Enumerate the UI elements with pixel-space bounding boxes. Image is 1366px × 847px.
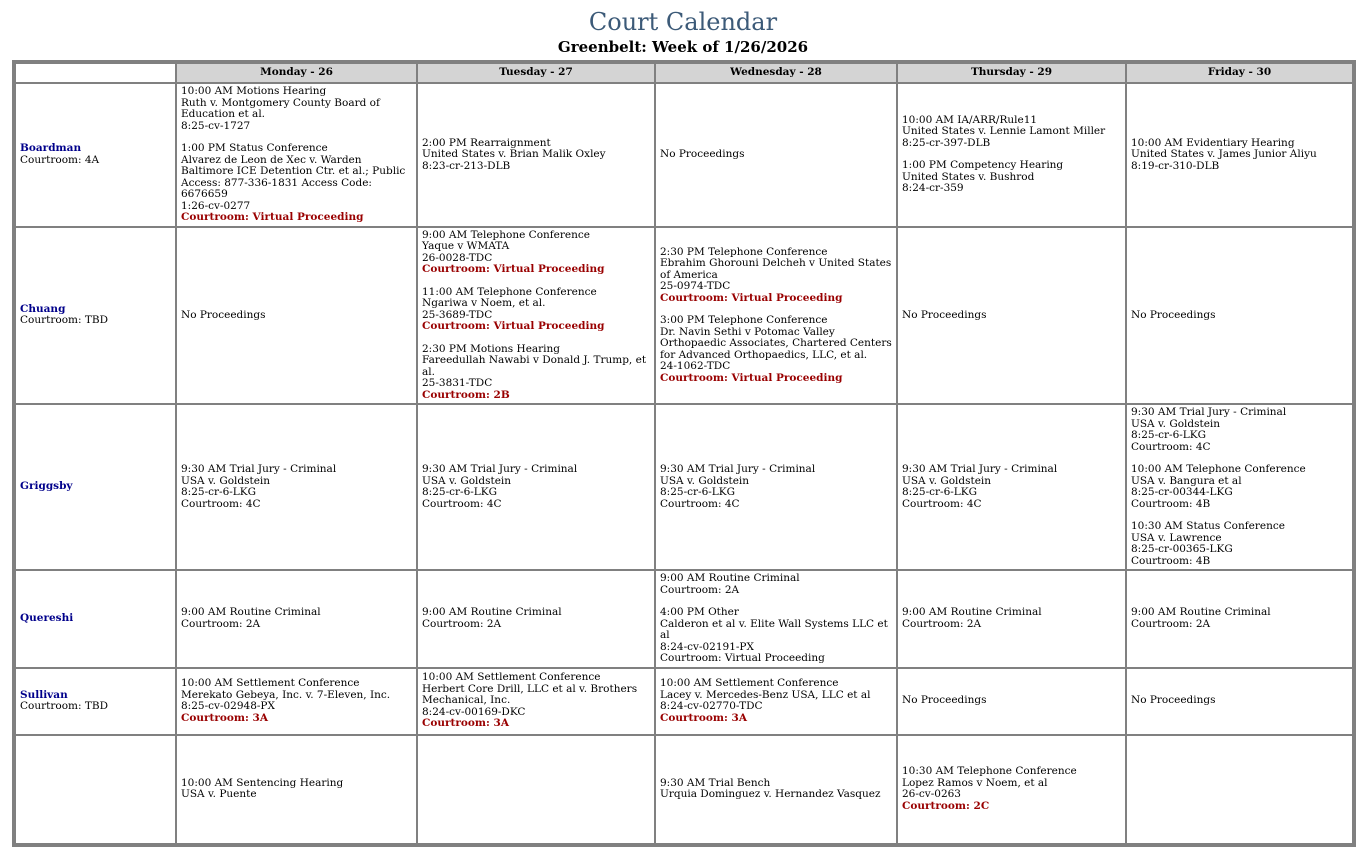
event-line: 9:00 AM Routine Criminal (902, 606, 1042, 619)
header-row (14, 62, 1354, 83)
event-line: United States v. James Junior Aliyu (1131, 148, 1317, 160)
calendar-cell (655, 735, 897, 845)
event-line: 10:00 AM Settlement Conference (181, 677, 360, 689)
calendar-cell (897, 735, 1126, 845)
judge-row (14, 227, 1354, 405)
event-line: Courtroom: 4C (181, 497, 261, 510)
event-line: Courtroom: 3A (422, 717, 510, 730)
event-line: 8:25-cr-6-LKG (181, 486, 257, 498)
calendar-cell (1126, 570, 1354, 668)
judge-row (14, 735, 1354, 845)
event (902, 607, 1121, 630)
judge-row (14, 404, 1354, 570)
event-line: 9:30 AM Trial Jury - Criminal (660, 463, 816, 475)
event-line: Merekato Gebeya, Inc. v. 7-Eleven, Inc. (181, 688, 391, 701)
event-line: 2:30 PM Telephone Conference (660, 245, 828, 258)
event-line: Courtroom: 2A (1131, 617, 1211, 630)
calendar-cell (655, 570, 897, 668)
calendar-cell (897, 227, 1126, 405)
event-line: Courtroom: Virtual Proceeding (422, 320, 605, 332)
event-line: United States v. Bushrod (902, 170, 1035, 183)
calendar-cell (417, 83, 655, 227)
judge-cell (14, 570, 176, 668)
event-line: 8:25-cr-6-LKG (422, 486, 498, 498)
event-line: 8:25-cr-6-LKG (660, 486, 736, 498)
event-line: 8:25-cr-00344-LKG (1131, 486, 1233, 498)
calendar-cell (655, 668, 897, 735)
event (181, 607, 412, 630)
event (902, 310, 1121, 322)
day-header: Friday - 30 (1126, 62, 1354, 83)
event-line: USA v. Goldstein (902, 474, 992, 487)
event-line: 10:00 AM Sentencing Hearing (181, 776, 344, 789)
day-header: Thursday - 29 (897, 62, 1126, 83)
calendar-cell (417, 570, 655, 668)
event-line: 10:00 AM Motions Hearing (181, 85, 327, 97)
event-line: 1:26-cv-0277 (181, 199, 251, 212)
event (422, 464, 650, 510)
calendar-cell (655, 404, 897, 570)
event-line: 10:30 AM Telephone Conference (902, 765, 1077, 777)
event-line: Courtroom: Virtual Proceeding (660, 652, 825, 664)
event-line: 8:25-cr-6-LKG (902, 486, 978, 498)
calendar-cell (1126, 83, 1354, 227)
event-line: Courtroom: 4B (1131, 497, 1211, 510)
calendar-cell (417, 404, 655, 570)
event-line: 8:25-cv-1727 (181, 119, 251, 132)
event-line: Courtroom: Virtual Proceeding (422, 263, 605, 275)
event-line: 8:25-cr-397-DLB (902, 136, 991, 149)
event-line: USA v. Lawrence (1131, 531, 1222, 544)
calendar-cell (417, 227, 655, 405)
event-line: 25-0974-TDC (660, 280, 731, 292)
event-line: Yaque v WMATA (422, 240, 510, 252)
calendar-cell (176, 227, 417, 405)
event-line: 24-1062-TDC (660, 360, 731, 372)
event (902, 695, 1121, 707)
event (1131, 138, 1348, 173)
event-line: Courtroom: 2B (422, 388, 510, 401)
event-line: 9:30 AM Trial Jury - Criminal (902, 463, 1058, 475)
event-line: Courtroom: 4B (1131, 554, 1211, 567)
event-line: 8:24-cv-00169-DKC (422, 705, 526, 718)
event-line: 9:00 AM Telephone Conference (422, 228, 590, 241)
event-line: Courtroom: 2C (902, 799, 990, 812)
calendar-cell (655, 83, 897, 227)
judge-name: Griggsby (20, 480, 73, 493)
event (181, 143, 412, 224)
event-line: No Proceedings (181, 308, 266, 321)
event-line: Herbert Core Drill, LLC et al v. Brothers Mechanical, Inc. (422, 682, 638, 707)
event-line: 2:00 PM Rearraignment (422, 136, 551, 149)
event-line: 4:00 PM Other (660, 606, 739, 618)
calendar-cell (176, 570, 417, 668)
event-line: 10:00 AM Evidentiary Hearing (1131, 136, 1295, 149)
calendar-cell (897, 668, 1126, 735)
event-line: Courtroom: Virtual Proceeding (181, 211, 364, 223)
event-line: 2:30 PM Motions Hearing (422, 342, 561, 355)
event-line: 10:00 AM Settlement Conference (422, 671, 601, 684)
event-line: USA v. Puente (181, 788, 257, 800)
event-line: Fareedullah Nawabi v Donald J. Trump, et al. (422, 354, 647, 378)
event (1131, 464, 1348, 510)
event-line: USA v. Goldstein (422, 474, 512, 487)
event (422, 344, 650, 402)
event-line: Ebrahim Ghorouni Delcheh v United States of America (660, 257, 892, 281)
calendar-cell (1126, 404, 1354, 570)
calendar-cell (655, 227, 897, 405)
event (902, 766, 1121, 812)
event (1131, 695, 1348, 707)
event-line: 26-cv-0263 (902, 788, 961, 800)
event-line: 1:00 PM Status Conference (181, 142, 328, 154)
calendar-cell (176, 83, 417, 227)
judge-name: Chuang (20, 302, 66, 315)
event-line: Lopez Ramos v Noem, et al (902, 776, 1048, 789)
calendar-cell (176, 668, 417, 735)
event-line: Courtroom: 2A (902, 617, 982, 630)
event (181, 678, 412, 724)
event-line: Courtroom: 4C (902, 497, 982, 510)
event-line: 9:30 AM Trial Jury - Criminal (422, 463, 578, 475)
judge-row (14, 668, 1354, 735)
event-line: 8:23-cr-213-DLB (422, 159, 511, 172)
event-line: 8:25-cr-6-LKG (1131, 429, 1207, 441)
judge-courtroom: Courtroom: TBD (20, 700, 108, 712)
event-line: 9:30 AM Trial Jury - Criminal (1131, 406, 1287, 418)
page-subtitle: Greenbelt: Week of 1/26/2026 (557, 38, 809, 56)
event (660, 607, 892, 665)
calendar-table (12, 60, 1356, 847)
event (422, 138, 650, 173)
event-line: 8:24-cr-359 (902, 182, 964, 195)
event (1131, 310, 1348, 322)
event-line: 10:00 AM IA/ARR/Rule11 (902, 113, 1038, 126)
event (660, 315, 892, 384)
event-line: 8:25-cv-02948-PX (181, 700, 275, 712)
event-line: United States v. Lennie Lamont Miller (902, 125, 1106, 138)
event (902, 115, 1121, 150)
event-line: 8:19-cr-310-DLB (1131, 159, 1220, 172)
judge-cell (14, 735, 176, 845)
judge-cell (14, 227, 176, 405)
event-line: No Proceedings (660, 148, 745, 160)
event (902, 464, 1121, 510)
judge-row (14, 570, 1354, 668)
event (660, 149, 892, 161)
event-line: Dr. Navin Sethi v Potomac Valley Orthopaedic Associates, Chartered Centers for Advanced Orthopaedics, LLC, et al. (660, 325, 892, 361)
calendar-cell (897, 570, 1126, 668)
court-calendar-page (0, 8, 1366, 812)
event-line: Courtroom: 2A (660, 583, 740, 596)
judge-cell (14, 404, 176, 570)
event-line: Alvarez de Leon de Xec v. Warden Baltimore ICE Detention Ctr. et al.; Public Access: 877-336-1831 Access Code: 6676659 (181, 153, 406, 200)
event-line: United States v. Brian Malik Oxley (422, 148, 606, 160)
calendar-cell (1126, 735, 1354, 845)
calendar-header (14, 62, 1354, 83)
event-line: No Proceedings (902, 308, 987, 321)
day-header: Wednesday - 28 (655, 62, 897, 83)
event (422, 607, 650, 630)
day-header: Tuesday - 27 (417, 62, 655, 83)
event-line: No Proceedings (902, 694, 987, 707)
event (181, 778, 412, 801)
event-line: 8:24-cv-02770-TDC (660, 700, 763, 712)
event (422, 287, 650, 333)
event-line: 25-3831-TDC (422, 377, 493, 389)
event (660, 573, 892, 596)
event-line: 10:30 AM Status Conference (1131, 520, 1285, 532)
event-line: Lacey v. Mercedes-Benz USA, LLC et al (660, 688, 871, 701)
event (660, 778, 892, 801)
calendar-cell (417, 735, 655, 845)
calendar-cell (417, 668, 655, 735)
event-line: Courtroom: Virtual Proceeding (660, 371, 843, 384)
calendar-cell (897, 404, 1126, 570)
calendar-cell (176, 404, 417, 570)
event-line: 9:00 AM Routine Criminal (660, 572, 800, 584)
event-line: 26-0028-TDC (422, 251, 493, 264)
event (1131, 607, 1348, 630)
event-line: 8:25-cr-00365-LKG (1131, 543, 1233, 555)
judge-cell (14, 668, 176, 735)
event-line: 9:00 AM Routine Criminal (181, 606, 321, 619)
judge-cell (14, 83, 176, 227)
event-line: 9:00 AM Routine Criminal (1131, 606, 1271, 619)
event-line: 9:00 AM Routine Criminal (422, 606, 562, 619)
event (660, 464, 892, 510)
event (181, 464, 412, 510)
event (422, 672, 650, 730)
event-line: Ngariwa v Noem, et al. (422, 297, 546, 309)
calendar-cell (897, 83, 1126, 227)
event-line: Courtroom: 4C (1131, 440, 1211, 453)
event (422, 230, 650, 276)
event (660, 678, 892, 724)
event (1131, 521, 1348, 567)
event-line: Calderon et al v. Elite Wall Systems LLC et al (660, 617, 888, 641)
event-line: Courtroom: 2A (181, 617, 261, 630)
calendar-body (14, 83, 1354, 845)
event-line: Courtroom: 3A (660, 711, 748, 724)
event-line: USA v. Goldstein (181, 474, 271, 487)
event-line: 25-3689-TDC (422, 308, 493, 321)
day-header: Monday - 26 (176, 62, 417, 83)
event-line: Courtroom: 3A (181, 711, 269, 724)
event (660, 247, 892, 305)
event-line: Courtroom: Virtual Proceeding (660, 291, 843, 304)
judge-courtroom: Courtroom: TBD (20, 314, 108, 327)
calendar-cell (1126, 668, 1354, 735)
judge-row (14, 83, 1354, 227)
event-line: Ruth v. Montgomery County Board of Education et al. (181, 96, 380, 120)
event-line: 3:00 PM Telephone Conference (660, 314, 828, 326)
event-line: USA v. Goldstein (1131, 417, 1221, 430)
judge-name: Quereshi (20, 612, 74, 624)
event-line: Courtroom: 4C (422, 497, 502, 510)
event-line: 10:00 AM Settlement Conference (660, 677, 839, 689)
page-title: Court Calendar (588, 8, 778, 36)
judge-name: Boardman (20, 142, 82, 155)
calendar-cell (176, 735, 417, 845)
judge-name: Sullivan (20, 688, 68, 701)
event-line: Courtroom: 4C (660, 497, 740, 510)
event-line: 8:24-cv-02191-PX (660, 640, 754, 653)
event (181, 86, 412, 132)
event-line: Urquia Dominguez v. Hernandez Vasquez (660, 788, 881, 800)
event (181, 310, 412, 322)
event-line: 1:00 PM Competency Hearing (902, 159, 1064, 172)
event-line: No Proceedings (1131, 308, 1216, 321)
event-line: Courtroom: 2A (422, 617, 502, 630)
event-line: No Proceedings (1131, 694, 1216, 707)
event-line: 9:30 AM Trial Jury - Criminal (181, 463, 337, 475)
event-line: 11:00 AM Telephone Conference (422, 285, 597, 298)
event-line: 10:00 AM Telephone Conference (1131, 463, 1306, 475)
event-line: USA v. Bangura et al (1131, 474, 1242, 487)
judge-courtroom: Courtroom: 4A (20, 153, 100, 166)
event-line: 9:30 AM Trial Bench (660, 776, 771, 789)
calendar-cell (1126, 227, 1354, 405)
event-line: USA v. Goldstein (660, 474, 750, 487)
event (902, 160, 1121, 195)
corner-header-cell (14, 62, 176, 83)
event (1131, 407, 1348, 453)
